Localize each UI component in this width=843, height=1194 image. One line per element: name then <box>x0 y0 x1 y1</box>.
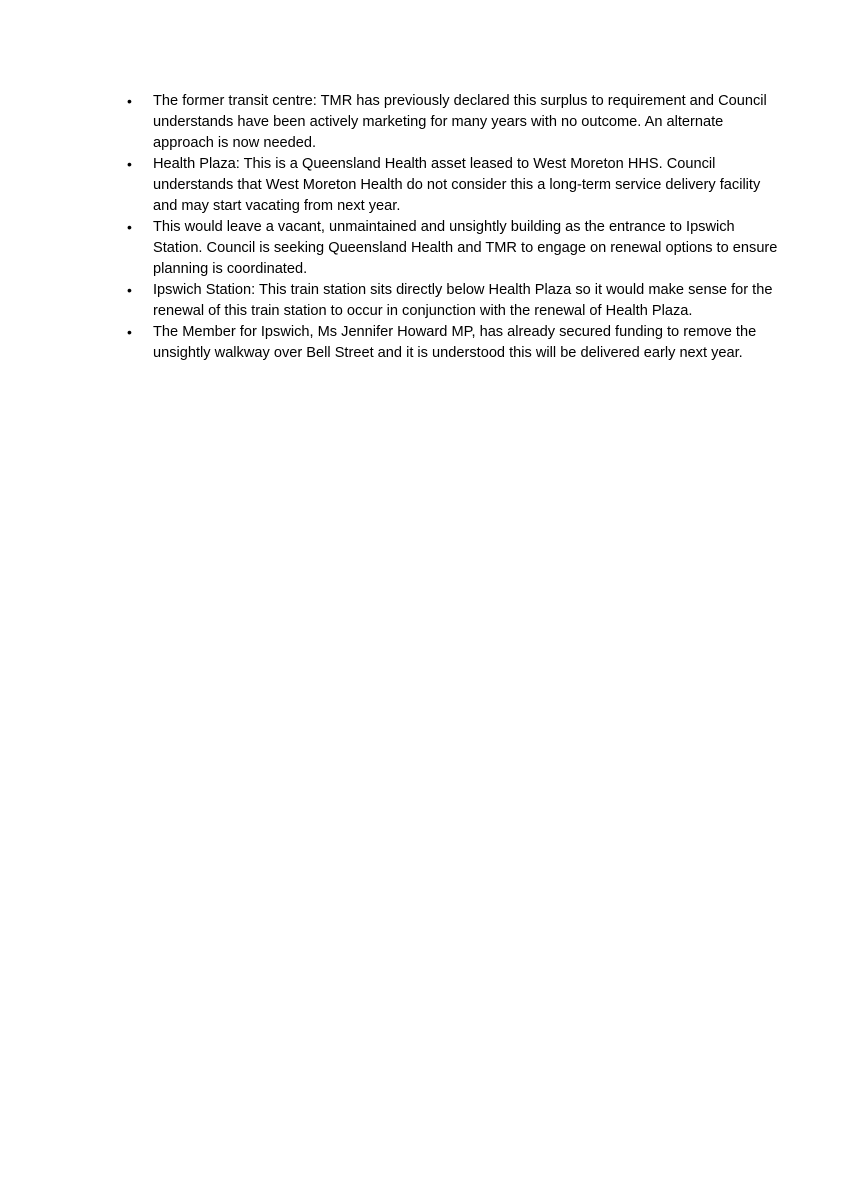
bullet-icon: • <box>127 93 132 109</box>
list-item-text: Health Plaza: This is a Queensland Health asset leased to West Moreton HHS. Council understands that West Moreton Health do not consider this a long-term service delivery facility and may start vacating from next year. <box>153 156 761 214</box>
list-item-health-plaza <box>127 154 787 217</box>
list-item-text: The Member for Ipswich, Ms Jennifer Howard MP, has already secured funding to remove the unsightly walkway over Bell Street and it is understood this will be delivered early next year. <box>153 324 757 361</box>
bullet-icon: • <box>127 156 132 172</box>
list-item-text: The former transit centre: TMR has previously declared this surplus to requirement and Council understands have been actively marketing for many years with no outcome. An alternate approach is now needed. <box>153 93 767 151</box>
bullet-icon: • <box>127 219 132 235</box>
list-item-text: This would leave a vacant, unmaintained and unsightly building as the entrance to Ipswich Station. Council is seeking Queensland Health and TMR to engage on renewal options to ensure planning is coordinated. <box>153 219 778 277</box>
list-item-text: Ipswich Station: This train station sits directly below Health Plaza so it would make sense for the renewal of this train station to occur in conjunction with the renewal of Health Plaza. <box>153 282 773 319</box>
bullet-icon: • <box>127 282 132 298</box>
bullet-icon: • <box>127 324 132 340</box>
list-item-transit-centre <box>127 91 787 154</box>
list-item-bell-street-walkway <box>127 322 787 364</box>
bullet-list <box>127 91 787 364</box>
list-item-vacant-building <box>127 217 787 280</box>
list-item-ipswich-station <box>127 280 787 322</box>
